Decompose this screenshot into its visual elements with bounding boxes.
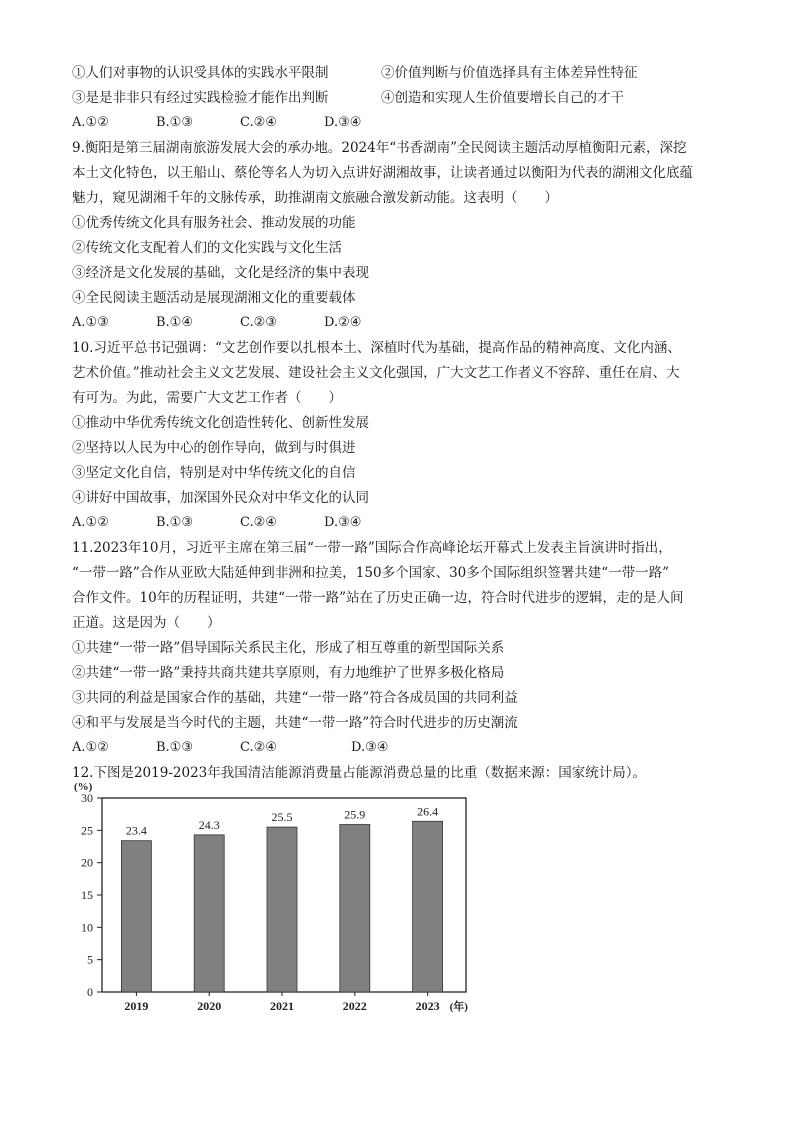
bar-2023 — [413, 821, 443, 992]
x-tick-label: 2020 — [197, 999, 222, 1013]
bar-2020 — [194, 835, 224, 992]
x-tick-label: 2023 — [415, 999, 440, 1013]
y-tick-label: 20 — [81, 855, 93, 870]
q12-stem: 12.下图是2019-2023年我国清洁能源消费量占能源消费总量的比重（数据来源：国家统计局）。 — [72, 765, 646, 781]
y-tick-label: 25 — [81, 823, 93, 838]
clean-energy-bar-chart — [62, 780, 482, 1020]
q10-option-3: ③坚定文化自信，特别是对中华传统文化的自信 — [72, 465, 356, 481]
q9-choice-d: D.②④ — [324, 315, 362, 330]
q11-choice-d: D.③④ — [351, 740, 389, 755]
q10-option-1: ①推动中华优秀传统文化创造性转化、创新性发展 — [72, 415, 369, 431]
q11-stem-line-1: 11.2023年10月，习近平主席在第三届“一带一路”国际合作高峰论坛开幕式上发表主旨演讲时指出， — [72, 540, 672, 556]
y-tick-label: 0 — [87, 985, 93, 999]
x-tick-label: 2019 — [124, 999, 149, 1013]
y-tick-label: 30 — [81, 791, 93, 805]
q10-option-2: ②坚持以人民为中心的创作导向，做到与时俱进 — [72, 440, 356, 456]
q8-choice-b: B.①③ — [156, 115, 193, 130]
q11-option-3: ③共同的利益是国家合作的基础，共建“一带一路”符合各成员国的共同利益 — [72, 690, 518, 706]
q9-choice-c: C.②③ — [240, 315, 277, 330]
y-axis-unit: (%) — [74, 781, 93, 793]
q10-stem-line-3: 有可为。为此，需要广大文艺工作者（ ） — [72, 390, 342, 406]
q11-option-4: ④和平与发展是当今时代的主题，共建“一带一路”符合时代进步的历史潮流 — [72, 715, 518, 731]
q11-stem-line-4: 正道。这是因为（ ） — [72, 615, 221, 631]
q10-choice-a: A.①② — [72, 515, 109, 530]
q9-stem-line-2: 本土文化特色，以王船山、蔡伦等名人为切入点讲好湖湘故事，让读者通过以衡阳为代表的湖湘文化底蕴 — [72, 165, 693, 181]
q9-option-2: ②传统文化支配着人们的文化实践与文化生活 — [72, 240, 342, 256]
x-tick-label: 2022 — [342, 999, 367, 1013]
q9-option-1: ①优秀传统文化具有服务社会、推动发展的功能 — [72, 215, 356, 231]
q9-stem-line-3: 魅力，窥见湖湘千年的文脉传承，助推湖南文旅融合激发新动能。这表明（ ） — [72, 190, 558, 206]
q11-choice-b: B.①③ — [156, 740, 193, 755]
q11-option-1: ①共建“一带一路”倡导国际关系民主化，形成了相互尊重的新型国际关系 — [72, 640, 505, 656]
q10-choice-b: B.①③ — [156, 515, 193, 530]
q9-stem-line-1: 9.衡阳是第三届湖南旅游发展大会的承办地。2024年“书香湖南”全民阅读主题活动厚植衡阳元素，深挖 — [72, 140, 687, 156]
bar-value-label: 23.4 — [125, 823, 147, 838]
q8-choice-c: C.②④ — [240, 115, 277, 130]
q8-option-4: ④创造和实现人生价值要增长自己的才干 — [381, 90, 624, 106]
bar-2021 — [267, 827, 297, 992]
y-tick-label: 5 — [87, 952, 93, 967]
bar-2022 — [340, 825, 370, 992]
q8-choice-d: D.③④ — [324, 115, 362, 130]
q9-choice-b: B.①④ — [156, 315, 193, 330]
q10-choice-d: D.③④ — [324, 515, 362, 530]
bar-2019 — [121, 841, 151, 992]
q10-stem-line-2: 艺术价值。”推动社会主义文艺发展、建设社会主义文化强国，广大文艺工作者义不容辞、重任在肩、大 — [72, 365, 680, 381]
q11-choice-c: C.②④ — [240, 740, 277, 755]
q8-option-2: ②价值判断与价值选择具有主体差异性特征 — [381, 65, 638, 81]
q10-choice-c: C.②④ — [240, 515, 277, 530]
q11-choice-a: A.①② — [72, 740, 109, 755]
q11-option-2: ②共建“一带一路”秉持共商共建共享原则，有力地维护了世界多极化格局 — [72, 665, 505, 681]
q10-stem-line-1: 10.习近平总书记强调：“文艺创作要以扎根本土、深植时代为基础，提高作品的精神高度、文化内涵、 — [72, 340, 681, 356]
bar-value-label: 24.3 — [198, 817, 220, 832]
bar-value-label: 26.4 — [417, 804, 439, 819]
q8-option-1: ①人们对事物的认识受具体的实践水平限制 — [72, 65, 329, 81]
q10-option-4: ④讲好中国故事，加深国外民众对中华文化的认同 — [72, 490, 369, 506]
q11-stem-line-3: 合作文件。10年的历程证明，共建“一带一路”站在了历史正确一边，符合时代进步的逻辑，走的是人间 — [72, 590, 684, 606]
bar-value-label: 25.9 — [344, 807, 366, 822]
x-axis-unit: (年) — [449, 1001, 468, 1013]
x-tick-label: 2021 — [270, 999, 294, 1013]
q11-stem-line-2: “一带一路”合作从亚欧大陆延伸到非洲和拉美，150多个国家、30多个国际组织签署共建“一带一路” — [72, 565, 670, 581]
q9-option-3: ③经济是文化发展的基础，文化是经济的集中表现 — [72, 265, 369, 281]
bar-value-label: 25.5 — [271, 810, 293, 825]
q9-choice-a: A.①③ — [72, 315, 109, 330]
y-tick-label: 10 — [81, 920, 93, 935]
q8-option-3: ③是是非非只有经过实践检验才能作出判断 — [72, 90, 329, 106]
q8-choice-a: A.①② — [72, 115, 109, 130]
q9-option-4: ④全民阅读主题活动是展现湖湘文化的重要载体 — [72, 290, 356, 306]
y-tick-label: 15 — [81, 888, 93, 902]
